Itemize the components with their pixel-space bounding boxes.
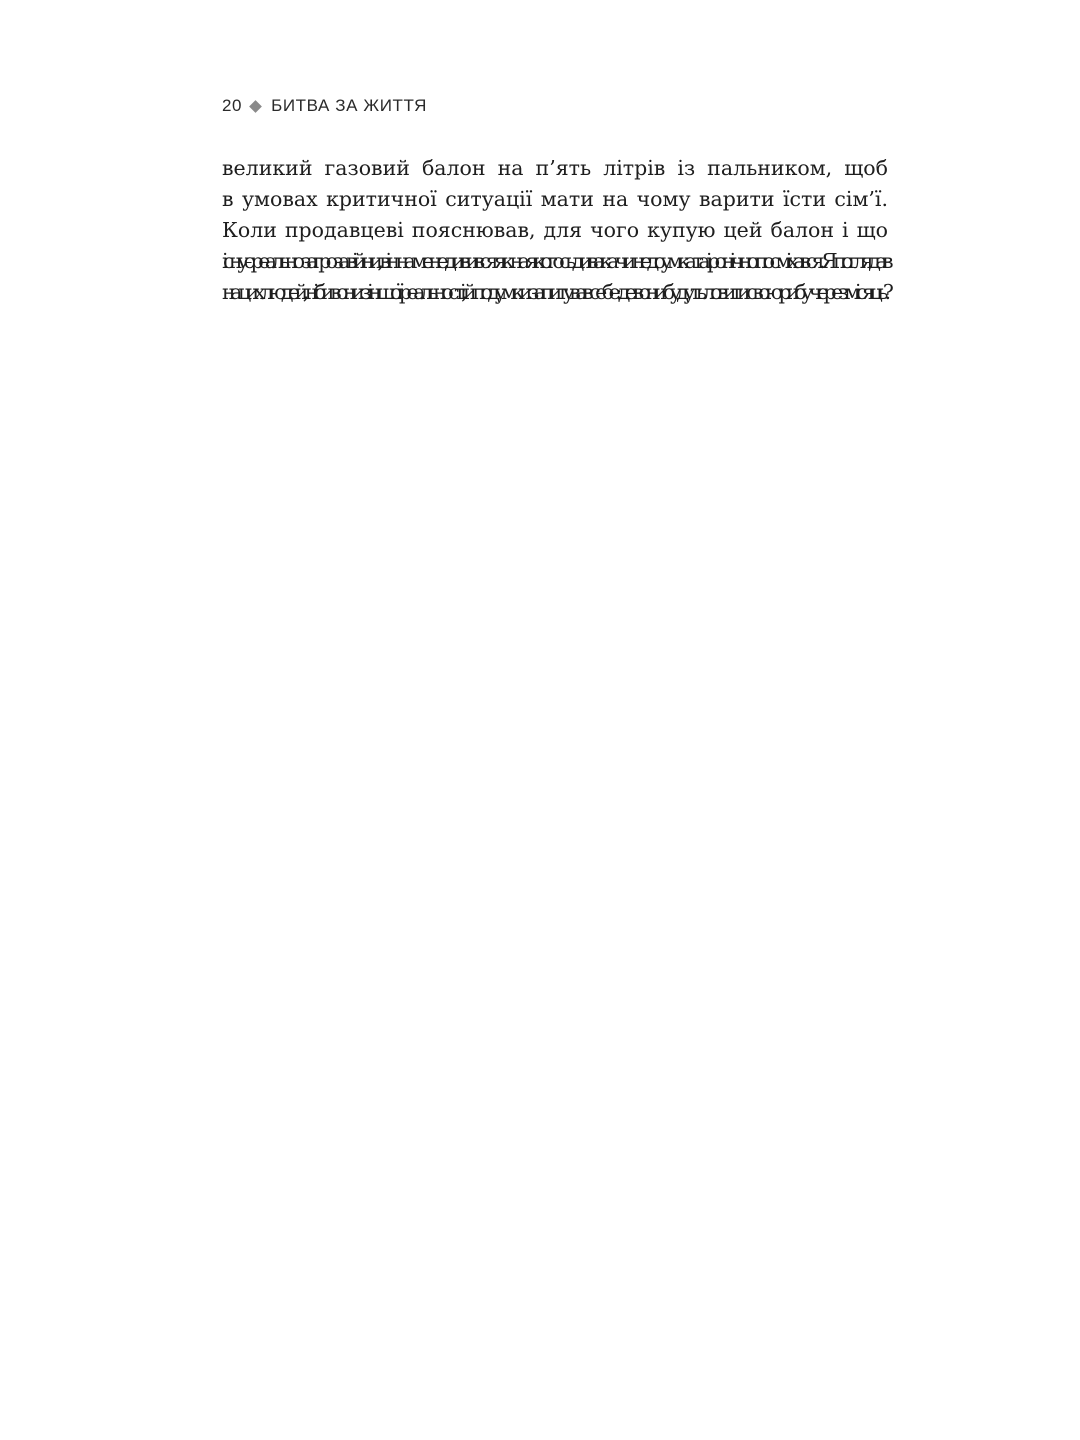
diamond-bullet-icon: [249, 100, 262, 113]
page-number: 20: [222, 96, 243, 115]
paragraph-1: [222, 153, 888, 308]
text-line: на цих людей, ніби вони з іншої реальності, й подумки запитував себе: де вони будуть ловити свою рибу через місяць?: [222, 280, 889, 304]
body-text: [222, 153, 888, 342]
text-line: великий газовий балон на п’ять літрів із пальником, щоб: [222, 156, 888, 180]
text-line: в умовах критичної ситуації мати на чому варити їсти сім’ї.: [222, 187, 888, 211]
text-line: існує реально загроза війни, він на мене дивився як на якогось дивака чи недоумка та іронічно посміхався. Я поглядав: [222, 249, 888, 273]
running-head: [222, 96, 427, 116]
text-line: Коли продавцеві пояснював, для чого купую цей балон і що: [222, 218, 888, 242]
book-title: БИТВА ЗА ЖИТТЯ: [271, 96, 428, 115]
